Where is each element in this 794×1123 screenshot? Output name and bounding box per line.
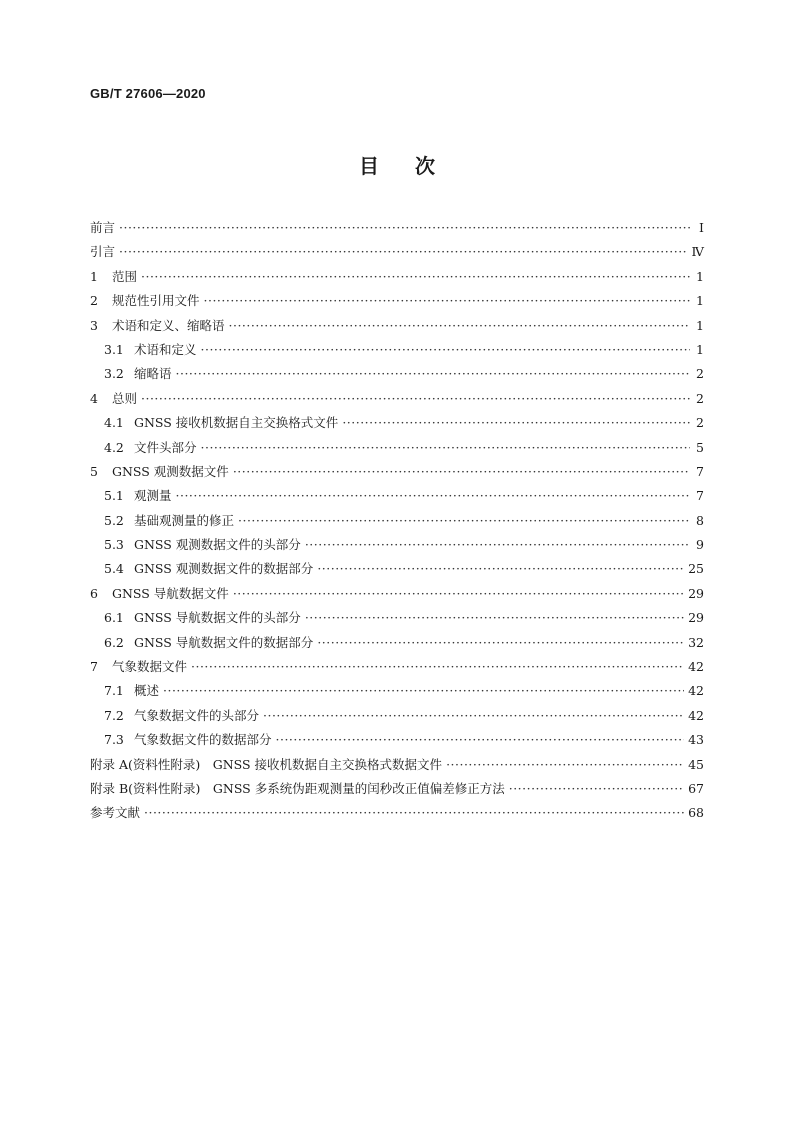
toc-entry[interactable] xyxy=(90,582,704,606)
toc-entry[interactable] xyxy=(90,728,704,752)
toc-entry-page: 5 xyxy=(696,439,704,455)
dot-leader xyxy=(191,655,684,679)
toc-entry[interactable] xyxy=(90,753,704,777)
dot-leader xyxy=(141,265,690,289)
dot-leader xyxy=(233,582,684,606)
toc-entry[interactable] xyxy=(90,411,704,435)
toc-entry[interactable] xyxy=(90,557,704,581)
toc-entry[interactable] xyxy=(90,314,704,338)
toc-entry-page: 45 xyxy=(688,756,704,772)
toc-entry-page: Ⅳ xyxy=(691,244,704,260)
toc-entry[interactable] xyxy=(90,655,704,679)
dot-leader xyxy=(342,411,690,435)
toc-entry-page: 1 xyxy=(696,293,704,309)
toc-entry-page: 42 xyxy=(688,683,704,699)
dot-leader xyxy=(141,387,690,411)
toc-entry[interactable] xyxy=(90,631,704,655)
toc-entry-page: 43 xyxy=(688,732,704,748)
toc-entry[interactable] xyxy=(90,533,704,557)
toc-entry-page: 9 xyxy=(696,537,704,553)
toc-entry-number: 5.2 xyxy=(104,512,124,528)
toc-entry-page: 1 xyxy=(696,268,704,284)
toc-entry[interactable] xyxy=(90,679,704,703)
toc-entry-page: 7 xyxy=(696,488,704,504)
toc-entry-number: 6 xyxy=(90,585,98,601)
toc-entry-label: 缩略语 xyxy=(134,366,172,382)
toc-entry-page: 68 xyxy=(688,805,704,821)
toc-entry-page: 42 xyxy=(688,659,704,675)
dot-leader xyxy=(144,801,684,825)
dot-leader xyxy=(176,484,690,508)
dot-leader xyxy=(509,777,684,801)
toc-entry-label: 前言 xyxy=(90,220,116,235)
toc-entry[interactable] xyxy=(90,460,704,484)
toc-entry-label: 引言 xyxy=(90,244,116,260)
toc-entry-page: 42 xyxy=(688,707,704,723)
dot-leader xyxy=(176,362,690,386)
toc-entry-number: 2 xyxy=(90,293,98,309)
toc-entry[interactable] xyxy=(90,606,704,630)
toc-entry-page: 29 xyxy=(688,610,704,626)
toc-entry-label: 概述 xyxy=(134,683,160,699)
toc-entry-number: 7 xyxy=(90,659,98,675)
toc-entry-number: 1 xyxy=(90,268,98,284)
dot-leader xyxy=(119,240,687,264)
toc-entry[interactable] xyxy=(90,338,704,362)
dot-leader xyxy=(305,533,690,557)
toc-entry-number: 5.4 xyxy=(104,561,124,577)
standard-code: GB/T 27606—2020 xyxy=(90,86,206,101)
toc-entry-page: 8 xyxy=(696,512,704,528)
toc-entry[interactable] xyxy=(90,265,704,289)
table-of-contents xyxy=(90,216,704,826)
toc-entry-label: 总则 xyxy=(112,390,138,406)
toc-entry-label: 气象数据文件的头部分 xyxy=(134,707,260,723)
dot-leader xyxy=(233,460,690,484)
toc-entry-number: 7.3 xyxy=(104,732,124,748)
toc-entry-label: GNSS 接收机数据自主交换格式文件 xyxy=(134,415,339,431)
toc-entry[interactable] xyxy=(90,801,704,825)
dot-leader xyxy=(305,606,684,630)
toc-entry[interactable] xyxy=(90,362,704,386)
toc-entry-number: 5 xyxy=(90,463,98,479)
dot-leader xyxy=(317,557,684,581)
toc-entry-page: 29 xyxy=(688,585,704,601)
toc-entry[interactable] xyxy=(90,216,704,240)
toc-entry-number: 4.1 xyxy=(104,415,124,431)
toc-entry-label: 气象数据文件 xyxy=(112,659,188,675)
toc-entry-label: 规范性引用文件 xyxy=(112,293,200,309)
dot-leader xyxy=(276,728,685,752)
dot-leader xyxy=(201,338,690,362)
toc-entry-label: 气象数据文件的数据部分 xyxy=(134,732,272,748)
toc-entry-label: GNSS 导航数据文件的头部分 xyxy=(134,610,301,626)
toc-entry-label: 文件头部分 xyxy=(134,439,197,455)
toc-entry-label: 术语和定义、缩略语 xyxy=(112,317,225,333)
toc-entry[interactable] xyxy=(90,240,704,264)
toc-entry-number: 4.2 xyxy=(104,439,124,455)
toc-entry-label: 基础观测量的修正 xyxy=(134,512,235,528)
toc-entry-page: 2 xyxy=(696,366,704,382)
toc-entry-page: 67 xyxy=(688,780,704,796)
toc-entry[interactable] xyxy=(90,509,704,533)
toc-entry-number: 3.2 xyxy=(104,366,124,382)
dot-leader xyxy=(201,436,690,460)
toc-entry[interactable] xyxy=(90,484,704,508)
dot-leader xyxy=(238,509,690,533)
toc-entry-label: 观测量 xyxy=(134,488,172,504)
toc-entry-label: 参考文献 xyxy=(90,805,141,821)
dot-leader xyxy=(229,314,690,338)
toc-entry-label: GNSS 观测数据文件 xyxy=(112,463,229,479)
toc-entry[interactable] xyxy=(90,387,704,411)
dot-leader xyxy=(163,679,684,703)
toc-entry-page: 1 xyxy=(696,341,704,357)
toc-entry-page: 32 xyxy=(688,634,704,650)
dot-leader xyxy=(119,216,690,240)
toc-entry-page: 7 xyxy=(696,463,704,479)
toc-entry-label: 附录 B(资料性附录) GNSS 多系统伪距观测量的闰秒改正值偏差修正方法 xyxy=(90,780,505,796)
dot-leader xyxy=(446,753,684,777)
toc-entry-label: GNSS 导航数据文件 xyxy=(112,585,229,601)
toc-entry-number: 5.3 xyxy=(104,537,124,553)
dot-leader xyxy=(204,289,690,313)
toc-entry[interactable] xyxy=(90,436,704,460)
toc-entry-page: 25 xyxy=(688,561,704,577)
toc-entry-label: GNSS 导航数据文件的数据部分 xyxy=(134,634,314,650)
toc-entry-number: 6.2 xyxy=(104,634,124,650)
toc-entry-number: 5.1 xyxy=(104,488,124,504)
toc-entry-number: 7.1 xyxy=(104,683,124,699)
toc-entry-label: GNSS 观测数据文件的头部分 xyxy=(134,537,301,553)
page-title: 目次 xyxy=(359,154,471,178)
toc-entry[interactable] xyxy=(90,777,704,801)
dot-leader xyxy=(263,704,684,728)
toc-entry-page: Ⅰ xyxy=(699,220,704,235)
toc-entry-page: 2 xyxy=(696,415,704,431)
toc-entry-label: 附录 A(资料性附录) GNSS 接收机数据自主交换格式数据文件 xyxy=(90,756,443,772)
toc-entry-number: 3 xyxy=(90,317,98,333)
toc-entry-number: 4 xyxy=(90,390,98,406)
toc-entry-number: 7.2 xyxy=(104,707,124,723)
toc-entry[interactable] xyxy=(90,704,704,728)
toc-entry-page: 2 xyxy=(696,390,704,406)
toc-entry-label: 范围 xyxy=(112,268,138,284)
toc-entry-number: 3.1 xyxy=(104,341,124,357)
toc-entry[interactable] xyxy=(90,289,704,313)
dot-leader xyxy=(317,631,684,655)
toc-entry-number: 6.1 xyxy=(104,610,124,626)
toc-entry-label: 术语和定义 xyxy=(134,341,197,357)
toc-entry-page: 1 xyxy=(696,317,704,333)
toc-entry-label: GNSS 观测数据文件的数据部分 xyxy=(134,561,314,577)
